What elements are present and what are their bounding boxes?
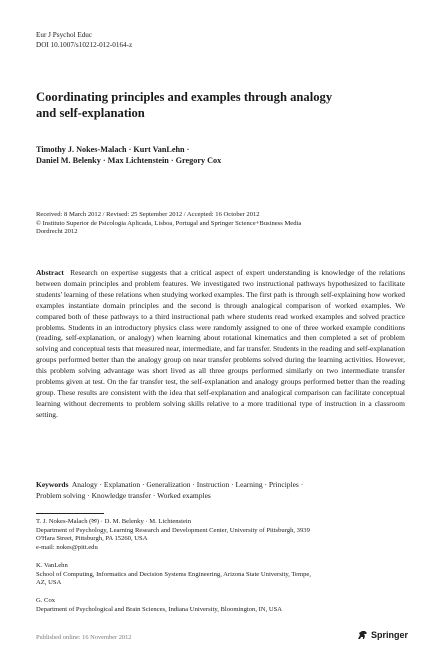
- title-line-1: Coordinating principles and examples through analogy: [36, 90, 333, 104]
- keywords-line-2: Problem solving · Knowledge transfer · Worked examples: [36, 490, 211, 500]
- affiliation-names: K. VanLehn: [36, 562, 68, 569]
- affiliation-email: e-mail: nokes@pitt.edu: [36, 544, 98, 552]
- copyright-line-1: © Instituto Superior de Psicologia Aplicada, Lisboa, Portugal and Springer Science+Business Media: [36, 219, 302, 227]
- affiliation-dept: School of Computing, Informatics and Decision Systems Engineering, Arizona State University, Tempe,: [36, 570, 311, 578]
- abstract-text: Research on expertise suggests that a critical aspect of expert understanding is knowledge of the relations between domain principles and problem features. We investigated two instructional pathways hypothesized to facilitate students' learning of these relations when studying worked examples. The first path is through self-explaining how worked examples instantiate domain principles and the second is through analogical comparison of worked examples. We compared both of these pathways to a third instructional path where students read worked examples and solved practice problems. Students in an introductory physics class were randomly assigned to one of three worked example conditions (reading, self-explanation, or analogy) when learning about rotational kinematics and then completed a set of problem solving and conceptual tests that measured near, intermediate, and far transfer. Students in the reading and self-explanation groups performed better than the analogy group on near transfer problems solved during the learning activities. However, this problem solving advantage was short lived as all three groups performed similarly on two intermediate transfer problems given at test. On the far transfer test, the self-explanation and analogy groups performed better than the reading group. These results are consistent with the idea that self-explanation and analogical comparison can facilitate conceptual learning without decrements to problem solving skills relative to a more traditional type of instruction in a classroom setting.: [36, 268, 405, 419]
- affiliation-address: AZ, USA: [36, 579, 62, 587]
- authors-line-1: Timothy J. Nokes-Malach · Kurt VanLehn ·: [36, 145, 190, 154]
- affiliation-dept: Department of Psychology, Learning Research and Development Center, University of Pittsburgh, 3939: [36, 526, 310, 534]
- springer-wordmark: Springer: [371, 630, 409, 640]
- published-online: Published online: 16 November 2012: [36, 634, 132, 641]
- keywords-label: Keywords: [36, 480, 69, 489]
- footnote-divider: [36, 513, 104, 514]
- affiliation-2: [36, 562, 408, 588]
- affiliation-dept: Department of Psychological and Brain Sciences, Indiana University, Bloomington, IN, USA: [36, 605, 283, 613]
- abstract: [36, 268, 405, 421]
- affiliation-3: [36, 597, 408, 614]
- received-dates: Received: 8 March 2012 / Revised: 25 September 2012 / Accepted: 16 October 2012: [36, 211, 260, 218]
- affiliation-1: [36, 518, 408, 553]
- journal-header: [36, 30, 132, 50]
- keywords-line-1: Analogy · Explanation · Generalization · Instruction · Learning · Principles ·: [71, 480, 304, 489]
- publication-dates: [36, 211, 406, 237]
- affiliation-names: G. Cox: [36, 597, 56, 604]
- abstract-label: Abstract: [36, 268, 64, 277]
- author-list: [36, 144, 406, 166]
- affiliation-names: T. J. Nokes-Malach (✉) · D. M. Belenky · M. Lichtenstein: [36, 518, 192, 525]
- authors-line-2: Daniel M. Belenky · Max Lichtenstein · Gregory Cox: [36, 156, 222, 165]
- journal-name: Eur J Psychol Educ: [36, 31, 93, 39]
- keywords: [36, 480, 405, 502]
- affiliation-address: O'Hara Street, Pittsburgh, PA 15260, USA: [36, 535, 148, 543]
- doi: DOI 10.1007/s10212-012-0164-z: [36, 41, 133, 49]
- title-line-2: and self-explanation: [36, 105, 145, 120]
- copyright-line-2: Dordrecht 2012: [36, 228, 78, 236]
- springer-logo: [357, 630, 408, 640]
- springer-horse-icon: [357, 630, 369, 640]
- paper-title: [36, 90, 406, 121]
